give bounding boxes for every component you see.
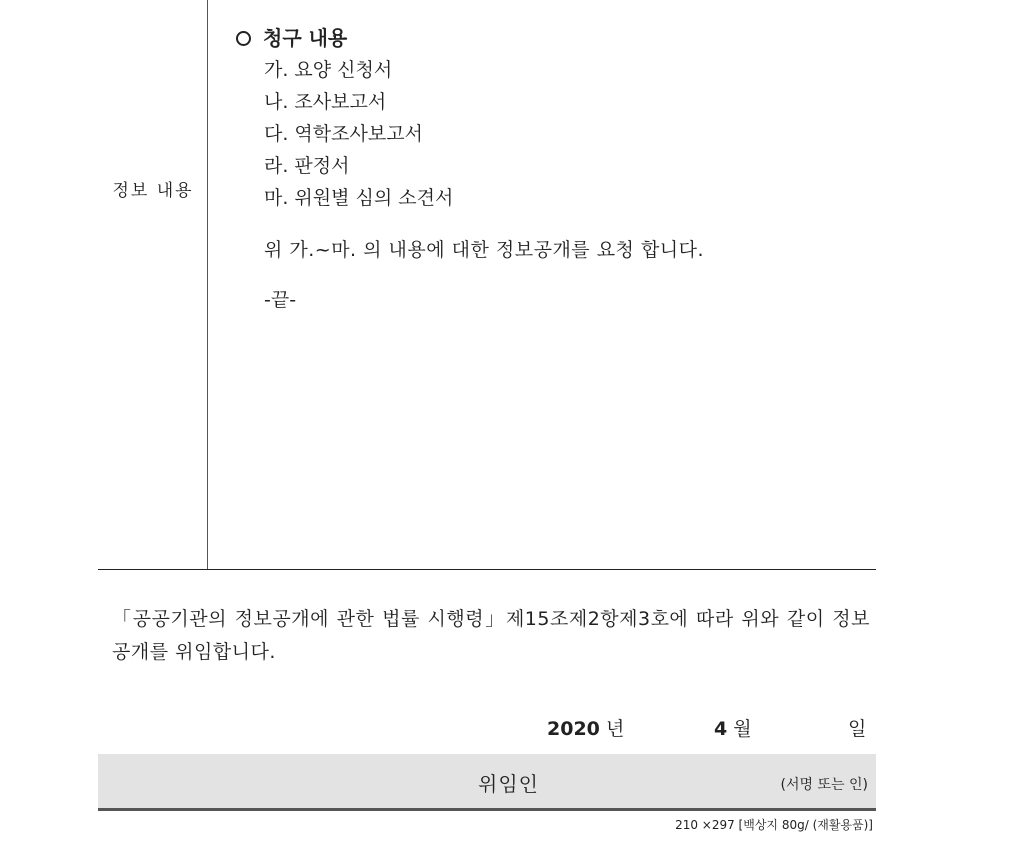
request-statement: 위 가.~마. 의 내용에 대한 정보공개를 요청 합니다. — [264, 239, 705, 261]
request-item: 가. 요양 신청서 — [264, 59, 393, 81]
request-content — [236, 22, 704, 316]
year-value: 2020 — [547, 718, 600, 740]
date-day — [848, 714, 866, 741]
month-value: 4 — [714, 718, 728, 740]
table-bottom-border — [98, 569, 876, 570]
date-year — [547, 714, 624, 741]
request-item: 라. 판정서 — [264, 155, 350, 177]
legal-text: 「공공기관의 정보공개에 관한 법률 시행령」제15조제2항제3호에 따라 위와 같이 정보공개를 위임합니다. — [112, 608, 870, 663]
request-item: 나. 조사보고서 — [264, 91, 387, 113]
date-month — [714, 714, 752, 741]
signature-field[interactable]: (서명 또는 인) — [780, 777, 868, 793]
signature-bar — [98, 754, 876, 811]
day-unit: 일 — [848, 718, 867, 740]
request-item: 다. 역학조사보고서 — [264, 123, 423, 145]
end-mark: -끝- — [264, 289, 297, 311]
delegator-label: 위임인 — [478, 772, 539, 796]
paper-spec-note: 210 ×297 [백상지 80g/ (재활용품)] — [675, 818, 873, 832]
row-label: 정보 내용 — [112, 181, 194, 201]
month-unit: 월 — [733, 718, 752, 740]
circle-bullet-icon — [236, 31, 251, 46]
request-heading-text: 청구 내용 — [263, 26, 348, 50]
request-item: 마. 위원별 심의 소견서 — [264, 187, 454, 209]
table-vertical-divider — [207, 0, 208, 570]
year-unit: 년 — [605, 718, 625, 740]
request-heading — [236, 22, 704, 54]
